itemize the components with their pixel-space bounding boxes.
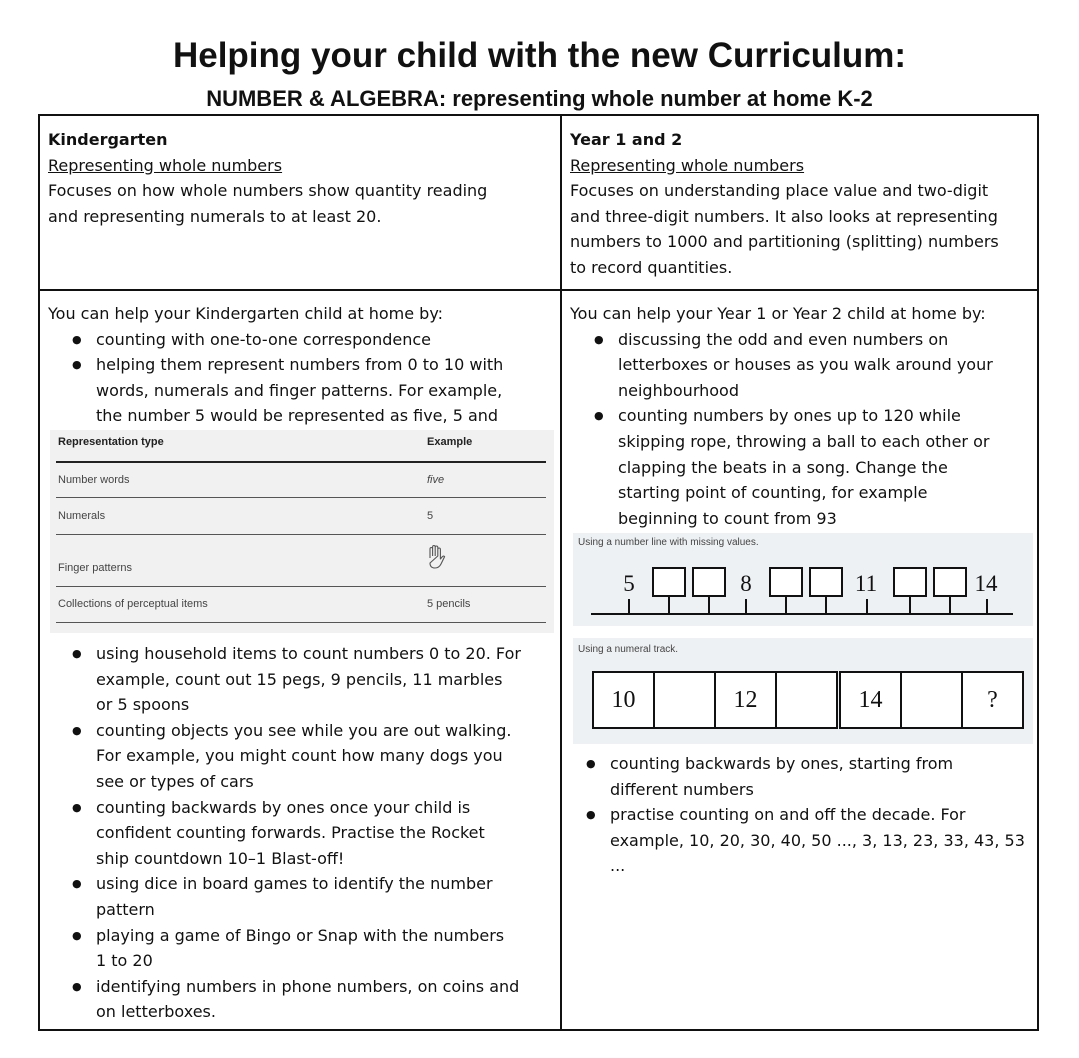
bullet-line: example, 10, 20, 30, 40, 50 ..., 3, 13, 23, 33, 43, 53 <box>610 830 1025 850</box>
kinder-help-top <box>48 301 553 425</box>
number-line-caption: Using a number line with missing values. <box>578 537 759 548</box>
year12-topic: Representing whole numbers <box>570 155 805 175</box>
bullet-line: letterboxes or houses as you walk around your <box>618 355 993 375</box>
bullet-line: ● counting with one-to-one correspondence <box>96 329 431 349</box>
missing-value-box <box>809 567 843 597</box>
year12-help-top <box>570 301 1035 531</box>
year12-heading: Year 1 and 2 <box>570 130 683 149</box>
table-cell-type: Finger patterns <box>58 562 132 574</box>
bullet-line: neighbourhood <box>618 380 739 400</box>
number-line-label: 5 <box>623 571 635 596</box>
table-header-type: Representation type <box>58 436 164 448</box>
year12-bullet-list <box>570 751 1035 879</box>
bullet-line: ● playing a game of Bingo or Snap with the numbers <box>96 925 505 945</box>
row-divider <box>38 289 1039 291</box>
numeral-track-cell: ? <box>961 671 1024 729</box>
table-cell-example: five <box>427 474 445 486</box>
list-item <box>96 871 556 922</box>
kinder-help-bottom <box>48 641 556 1025</box>
bullet-line: ● practise counting on and off the decade. For <box>610 805 966 825</box>
tick-mark <box>668 597 670 613</box>
number-line-figure <box>573 533 1033 626</box>
tick-mark <box>986 599 988 613</box>
bullet-line: the number 5 would be represented as five, 5 and <box>96 406 499 426</box>
year12-desc-line: numbers to 1000 and partitioning (splitting) numbers <box>570 232 999 252</box>
missing-value-box <box>769 567 803 597</box>
year12-help-bottom <box>570 751 1035 879</box>
bullet-line: ... <box>610 856 626 876</box>
year12-help-intro: You can help your Year 1 or Year 2 child at home by: <box>570 304 986 323</box>
table-header-example: Example <box>427 436 473 448</box>
tick-mark <box>628 599 630 613</box>
tick-mark <box>708 597 710 613</box>
numeral-track-cell: 10 <box>592 671 655 729</box>
list-item <box>618 403 1035 531</box>
tick-mark <box>949 597 951 613</box>
numeral-track-cell <box>653 671 716 729</box>
bullet-line: ● discussing the odd and even numbers on <box>618 329 949 349</box>
kinder-bullet-list <box>48 327 553 426</box>
kinder-bullet-list <box>48 641 556 1025</box>
bullet-line: confident counting forwards. Practise the Rocket <box>96 823 485 843</box>
bullet-line: on letterboxes. <box>96 1002 216 1022</box>
table-cell-type: Number words <box>58 474 130 486</box>
bullet-line: skipping rope, throwing a ball to each other or <box>618 431 990 451</box>
kinder-heading: Kindergarten <box>48 130 168 149</box>
table-cell-example: 5 <box>427 510 434 522</box>
tick-mark <box>866 599 868 613</box>
list-item <box>610 751 1035 802</box>
bullet-line: pattern <box>96 899 155 919</box>
missing-value-box <box>933 567 967 597</box>
tick-mark <box>745 599 747 613</box>
tick-mark <box>909 597 911 613</box>
number-line-label: 11 <box>854 571 878 596</box>
bullet-line: For example, you might count how many dogs you <box>96 746 503 766</box>
numeral-track-cell <box>775 671 838 729</box>
list-item <box>96 923 556 974</box>
bullet-line: ● counting numbers by ones up to 120 while <box>618 406 961 426</box>
bullet-line: ● using household items to count numbers 0 to 20. For <box>96 644 521 663</box>
list-item <box>96 327 553 353</box>
number-line-label: 14 <box>974 571 998 596</box>
list-item <box>96 795 556 872</box>
kinder-topic: Representing whole numbers <box>48 155 283 175</box>
year12-desc-line: and three-digit numbers. It also looks at representing <box>570 206 998 226</box>
table-cell-type: Collections of perceptual items <box>58 598 208 610</box>
list-item <box>618 327 1035 404</box>
bullet-line: starting point of counting, for example <box>618 483 928 503</box>
table-divider <box>56 622 546 623</box>
kinder-overview-cell <box>48 127 553 229</box>
bullet-line: different numbers <box>610 779 754 799</box>
year12-desc-line: to record quantities. <box>570 257 733 277</box>
raised-hand-icon <box>425 544 447 570</box>
bullet-line: ● counting backwards by ones, starting from <box>610 754 954 773</box>
year12-overview-cell <box>570 127 1032 281</box>
kinder-desc-line: and representing numerals to at least 20. <box>48 206 382 226</box>
number-line-label: 8 <box>740 571 752 596</box>
numeral-track-figure <box>573 638 1033 744</box>
year12-bullet-list <box>570 327 1035 532</box>
list-item <box>96 718 556 795</box>
numeral-track-caption: Using a numeral track. <box>578 644 679 655</box>
kinder-desc-line: Focuses on how whole numbers show quantity reading <box>48 181 488 201</box>
bullet-line: ● identifying numbers in phone numbers, on coins and <box>96 976 520 996</box>
numeral-track-cell: 14 <box>839 671 902 729</box>
list-item <box>96 352 553 425</box>
bullet-line: words, numerals and finger patterns. For example, <box>96 380 503 400</box>
table-divider <box>56 461 546 463</box>
bullet-line: example, count out 15 pegs, 9 pencils, 11 marbles <box>96 669 503 689</box>
table-divider <box>56 497 546 498</box>
bullet-line: ● counting objects you see while you are out walking. <box>96 720 512 740</box>
missing-value-box <box>893 567 927 597</box>
page-subtitle: NUMBER & ALGEBRA: representing whole number at home K-2 <box>206 86 873 111</box>
tick-mark <box>785 597 787 613</box>
bullet-line: ● counting backwards by ones once your child is <box>96 797 471 817</box>
kinder-help-intro: You can help your Kindergarten child at home by: <box>48 304 444 323</box>
list-item <box>96 974 556 1025</box>
bullet-line: 1 to 20 <box>96 951 153 971</box>
number-line-axis <box>591 613 1013 615</box>
year12-desc-line: Focuses on understanding place value and two-digit <box>570 181 989 201</box>
representation-table <box>50 430 554 633</box>
bullet-line: or 5 spoons <box>96 695 190 715</box>
table-cell-example: 5 pencils <box>427 598 471 610</box>
table-cell-type: Numerals <box>58 510 106 522</box>
numeral-track-cell <box>900 671 963 729</box>
bullet-line: clapping the beats in a song. Change the <box>618 457 948 477</box>
list-item <box>610 802 1035 879</box>
missing-value-box <box>652 567 686 597</box>
list-item <box>96 641 556 718</box>
bullet-line: beginning to count from 93 <box>618 508 837 528</box>
missing-value-box <box>692 567 726 597</box>
numeral-track-cell: 12 <box>714 671 777 729</box>
table-divider <box>56 534 546 535</box>
page-title: Helping your child with the new Curriculum: <box>172 36 907 75</box>
tick-mark <box>825 597 827 613</box>
bullet-line: see or types of cars <box>96 771 254 791</box>
bullet-line: ship countdown 10–1 Blast-off! <box>96 848 345 868</box>
bullet-line: ● using dice in board games to identify the number <box>96 874 493 894</box>
column-divider <box>560 114 562 1031</box>
bullet-line: ● helping them represent numbers from 0 to 10 with <box>96 355 504 375</box>
table-divider <box>56 586 546 587</box>
